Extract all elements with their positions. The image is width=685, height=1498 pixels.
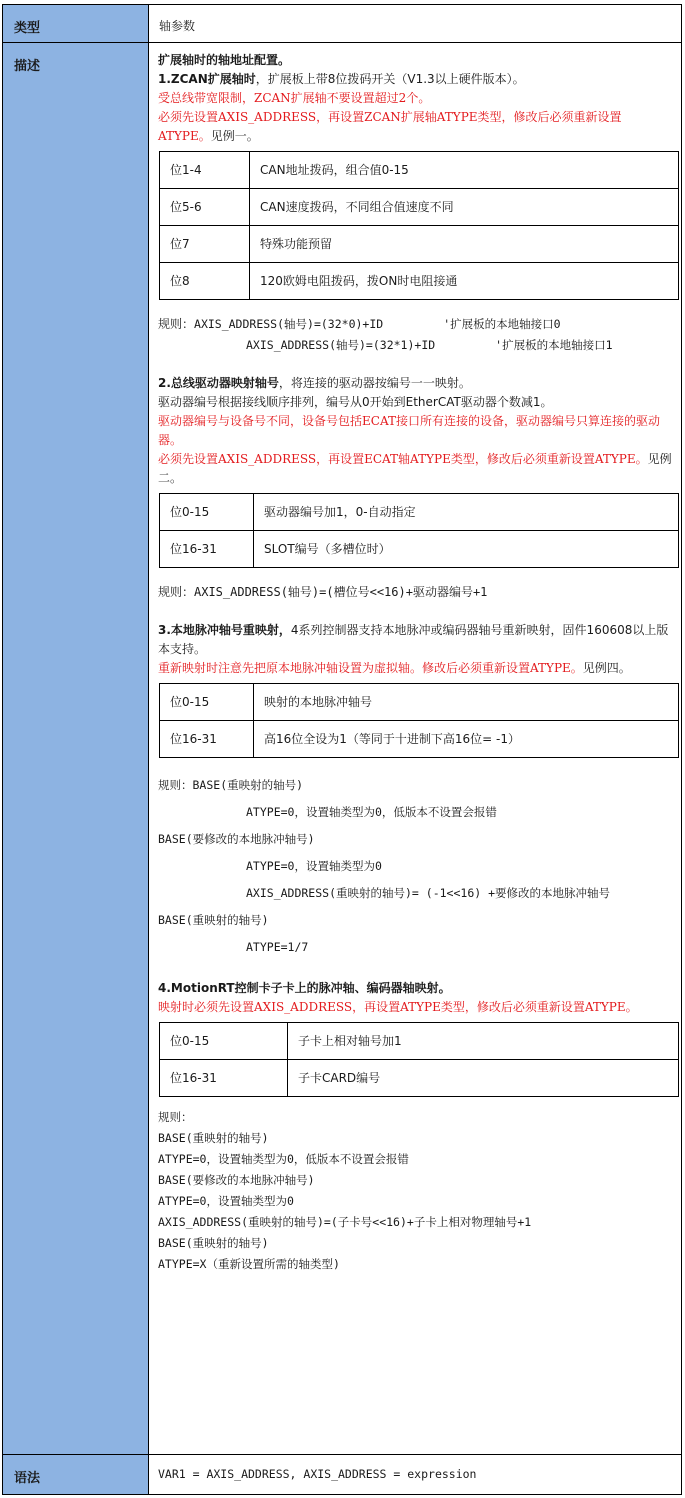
bit-range: 位0-15 (160, 684, 254, 721)
s4-rule-line: BASE(重映射的轴号) (158, 1236, 269, 1250)
label-type: 类型 (3, 5, 149, 43)
bit-range: 位1-4 (160, 152, 250, 189)
row-description (3, 43, 682, 1455)
bit-range: 位8 (160, 263, 250, 300)
s3-bit-table (159, 683, 679, 758)
bit-meaning: CAN速度拨码，不同组合值速度不同 (250, 189, 679, 226)
table-row (160, 494, 679, 531)
bit-range: 位7 (160, 226, 250, 263)
bit-range: 位0-15 (160, 1023, 288, 1060)
s2-title: 2.总线驱动器映射轴号 (158, 376, 279, 390)
table-row (160, 1060, 679, 1097)
parameter-doc-table (2, 4, 682, 1495)
s3-rule-line: 规则：BASE(重映射的轴号) (158, 778, 304, 792)
intro-heading: 扩展轴时的轴地址配置。 (158, 53, 291, 67)
s3-warning-line (158, 659, 673, 678)
s4-rule-line: ATYPE=0，设置轴类型为0，低版本不设置会报错 (158, 1152, 409, 1166)
s2-see-example: 见例二。 (158, 452, 672, 485)
s1-rule-2 (158, 335, 673, 356)
bit-meaning: 子卡上相对轴号加1 (288, 1023, 679, 1060)
s2-heading (158, 374, 673, 393)
bit-range: 位16-31 (160, 1060, 288, 1097)
s3-rule-line: BASE(重映射的轴号) (158, 913, 269, 927)
table-row (160, 721, 679, 758)
s4-rule-line: BASE(要修改的本地脉冲轴号) (158, 1173, 315, 1187)
s1-warning-2-line (158, 108, 673, 146)
s3-title-rest: 4系列控制器支持本地脉冲或编码器轴号重新映射，固件160608以上版本支持。 (158, 623, 669, 656)
s4-heading: 4.MotionRT控制卡子卡上的脉冲轴、编码器轴映射。 (158, 981, 451, 995)
bit-range: 位16-31 (160, 721, 254, 758)
s4-rule-line: 规则： (158, 1110, 193, 1124)
s3-rule-line: ATYPE=0，设置轴类型为0，低版本不设置会报错 (246, 805, 497, 819)
s3-rule-line: ATYPE=1/7 (246, 940, 309, 954)
s1-rule-1-comment: '扩展板的本地轴接口0 (443, 317, 561, 331)
table-row (160, 226, 679, 263)
s1-rule-2-comment: '扩展板的本地轴接口1 (495, 338, 613, 352)
row-type (3, 5, 682, 43)
description-cell (149, 43, 682, 1455)
s1-title-rest: ，扩展板上带8位拨码开关（V1.3以上硬件版本）。 (255, 72, 525, 86)
s2-warning-1: 驱动器编号与设备号不同，设备号包括ECAT接口所有连接的设备，驱动器编号只算连接的驱动器。 (158, 414, 660, 447)
s1-rule-1 (158, 314, 673, 335)
bit-meaning: 驱动器编号加1，0-自动指定 (254, 494, 679, 531)
label-description: 描述 (3, 43, 149, 1455)
bit-meaning: 子卡CARD编号 (288, 1060, 679, 1097)
table-row (160, 684, 679, 721)
s3-rule-line: ATYPE=0，设置轴类型为0 (246, 859, 382, 873)
s4-rules (158, 1107, 673, 1275)
s2-bit-table (159, 493, 679, 568)
s3-see-example: 见例四。 (582, 661, 631, 675)
s1-title: 1.ZCAN扩展轴时 (158, 72, 256, 86)
s1-see-example: 见例一。 (210, 129, 259, 143)
s1-bit-table (159, 151, 679, 300)
bit-range: 位16-31 (160, 531, 254, 568)
s4-rule-line: AXIS_ADDRESS(重映射的轴号)=(子卡号<<16)+子卡上相对物理轴号+1 (158, 1215, 532, 1229)
s2-warning-2-line (158, 450, 673, 488)
bit-meaning: 120欧姆电阻拨码，拨ON时电阻接通 (250, 263, 679, 300)
bit-meaning: CAN地址拨码，组合值0-15 (250, 152, 679, 189)
s2-title-rest: ，将连接的驱动器按编号一一映射。 (278, 376, 471, 390)
s1-rule-1-expr: AXIS_ADDRESS(轴号)=(32*0)+ID (194, 317, 384, 331)
type-value: 轴参数 (149, 5, 682, 43)
s2-warning-2: 必须先设置AXIS_ADDRESS，再设置ECAT轴ATYPE类型，修改后必须重新设置ATYPE。 (158, 452, 648, 466)
s4-rule-line: ATYPE=X（重新设置所需的轴类型) (158, 1257, 340, 1271)
s2-rule: 规则：AXIS_ADDRESS(轴号)=(槽位号<<16)+驱动器编号+1 (158, 585, 488, 599)
label-syntax: 语法 (3, 1455, 149, 1495)
table-row (160, 531, 679, 568)
table-row (160, 152, 679, 189)
s3-heading (158, 621, 673, 659)
bit-range: 位5-6 (160, 189, 250, 226)
bit-meaning: 映射的本地脉冲轴号 (254, 684, 679, 721)
bit-meaning: SLOT编号（多槽位时） (254, 531, 679, 568)
s1-rule-label: 规则： (158, 317, 195, 331)
table-row (160, 1023, 679, 1060)
bit-range: 位0-15 (160, 494, 254, 531)
s3-rules (158, 772, 673, 961)
s1-warning-2: 必须先设置AXIS_ADDRESS，再设置ZCAN扩展轴ATYPE类型，修改后必须重新设置ATYPE。 (158, 110, 622, 143)
s1-rule-2-expr: AXIS_ADDRESS(轴号)=(32*1)+ID (246, 338, 436, 352)
s1-warning-1: 受总线带宽限制，ZCAN扩展轴不要设置超过2个。 (158, 91, 431, 105)
s2-line-1: 驱动器编号根据接线顺序排列，编号从0开始到EtherCAT驱动器个数减1。 (158, 395, 553, 409)
s1-heading (158, 70, 673, 89)
s4-rule-line: ATYPE=0，设置轴类型为0 (158, 1194, 294, 1208)
s3-warning-1: 重新映射时注意先把原本地脉冲轴设置为虚拟轴。修改后必须重新设置ATYPE。 (158, 661, 583, 675)
s4-rule-line: BASE(重映射的轴号) (158, 1131, 269, 1145)
table-row (160, 263, 679, 300)
s3-rule-line: BASE(要修改的本地脉冲轴号) (158, 832, 315, 846)
s4-bit-table (159, 1022, 679, 1097)
s4-warning-1: 映射时必须先设置AXIS_ADDRESS，再设置ATYPE类型，修改后必须重新设置ATYPE。 (158, 1000, 638, 1014)
s3-title: 3.本地脉冲轴号重映射， (158, 623, 291, 637)
s3-rule-line: AXIS_ADDRESS(重映射的轴号)= (-1<<16) +要修改的本地脉冲轴号 (246, 886, 611, 900)
bit-meaning: 高16位全设为1（等同于十进制下高16位= -1） (254, 721, 679, 758)
syntax-value: VAR1 = AXIS_ADDRESS, AXIS_ADDRESS = expression (149, 1455, 682, 1495)
table-row (160, 189, 679, 226)
bit-meaning: 特殊功能预留 (250, 226, 679, 263)
row-syntax (3, 1455, 682, 1495)
